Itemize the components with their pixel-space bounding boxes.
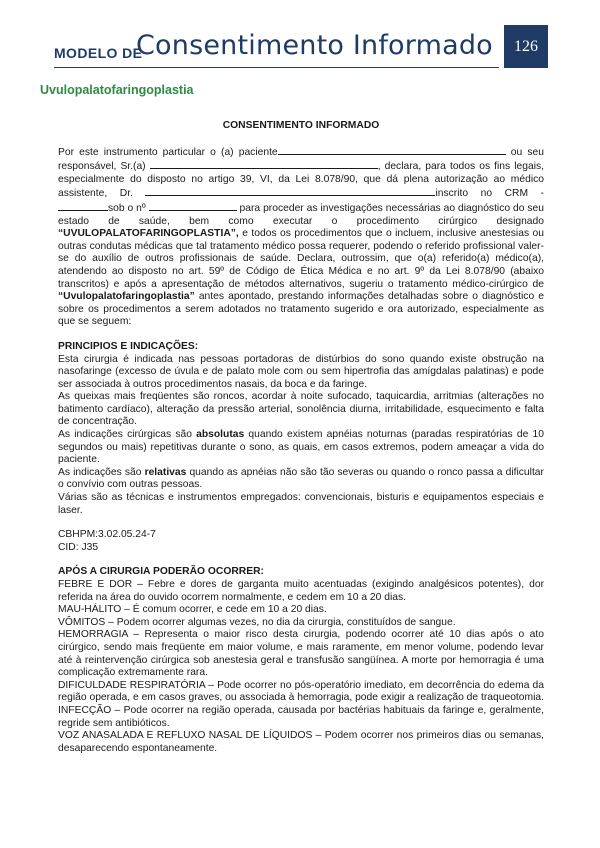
complication-item: VOZ ANASALADA E REFLUXO NASAL DE LÍQUIDOS – Podem ocorrer nos primeiros dias ou semanas, desaparecendo espontaneamente. — [58, 730, 544, 754]
para3-text-a: As indicações cirúrgicas são — [58, 429, 192, 441]
document-title: CONSENTIMENTO INFORMADO — [222, 120, 380, 131]
page-number: 126 — [514, 37, 538, 55]
para3-text-b: quando existem apnéias noturnas (paradas respiratórias de 10 segundos ou mais) repetitivas durante o sono, as quais, em casos extremos, podem ameaçar a vida do paciente. — [58, 429, 544, 466]
principles-para-2: As queixas mais freqüentes são roncos, acordar à noite sufocado, taquicardia, arritmias (alterações no batimento cardíaco), alteração da pressão arterial, sonolência diurna, irritabilidade, esquecimento e falta de concentração. — [58, 391, 544, 428]
intro-paragraph — [58, 145, 544, 329]
principles-para-5: Várias são as técnicas e instrumentos empregados: convencionais, bisturis e equipamentos especiais e laser. — [58, 492, 544, 516]
complication-item: INFECÇÃO – Pode ocorrer na região operada, causada por bactérias habituais da faringe e, geralmente, regride sem antibióticos. — [58, 704, 544, 729]
principles-para-4 — [58, 467, 544, 492]
principles-para-1: Esta cirurgia é indicada nas pessoas portadoras de distúrbios do sono quando existe obstrução na nasofaringe (excesso de úvula e de palato mole com ou sem hipertrofia das amígdalas palatinas) e pode ser associada à outros procedimentos nasais, da boca e da faringe. — [58, 353, 544, 390]
crm-state-blank[interactable] — [58, 201, 108, 211]
spacer — [58, 517, 544, 529]
principles-heading: PRINCIPIOS E INDICAÇÕES: — [58, 340, 199, 352]
cbhpm-code: CBHPM:3.02.05.24-7 — [58, 529, 156, 541]
complications-heading: APÓS A CIRURGIA PODERÃO OCORRER: — [58, 566, 264, 578]
cid-code: CID: J35 — [58, 541, 99, 553]
procedure-name-quoted: “Uvulopalatofaringoplastia” — [58, 291, 195, 303]
crm-number-blank[interactable] — [149, 201, 237, 211]
intro-text-4: inscrito no CRM - — [435, 188, 544, 200]
intro-text-7: e todos os procedimentos que o incluem, inclusive anestesias ou outras condutas médicas que tal tratamento médico possa requerer, podendo o referido profissional valer-se do auxílio de outros profissionais de saúde. Declara, outrossim, que o(a) referido(a) médico(a), atendendo ao disposto no art. 59º de Código de Ética Médica e no art. 9º da Lei 8.078/90 (abaixo transcritos) e após a apresentação de métodos alternativos, sugeriu o tratamento médico-cirúrgico de — [58, 228, 544, 290]
guardian-name-blank[interactable] — [150, 159, 378, 169]
para4-text-b: quando as apnéias não são tão severas ou quando o ronco passa a dificultar o convívio com outras pessoas. — [58, 466, 544, 491]
para3-bold: absolutas — [196, 429, 245, 441]
doctor-name-blank[interactable] — [145, 186, 435, 196]
complication-item: VÔMITOS – Podem ocorrer algumas vezes, no dia da cirurgia, constituídos de sangue. — [58, 616, 456, 628]
intro-text-3: , declara, para todos os fins legais, especialmente do disposto no artigo 39, VI, da Lei 8.078/90, que dá plena autorização ao médico assistente, Dr. — [58, 161, 544, 200]
complication-item: HEMORRAGIA – Representa o maior risco desta cirurgia, podendo ocorrer até 10 dias após o ato cirúrgico, sendo mais freqüente em maior volume, e mais raramente, em menor volume, podendo levar até à reintervenção cirúrgica sob anestesia geral e transfusão sangüínea. A morte por hemorragia é uma complicação extremamente rara. — [58, 629, 544, 679]
procedure-subtitle: Uvulopalatofaringoplastia — [40, 83, 194, 97]
principles-para-3 — [58, 429, 544, 467]
para4-bold: relativas — [144, 466, 187, 478]
procedure-name-caps: “UVULOPALATOFARINGOPLASTIA”, — [58, 228, 239, 240]
para4-text-a: As indicações são — [58, 466, 142, 478]
document-body — [58, 120, 544, 755]
patient-name-blank[interactable] — [278, 145, 506, 155]
intro-text-8: antes apontado, prestando informações detalhadas sobre o diagnóstico e sobre os procedimentos a serem adotados no tratamento sugerido e ora autorizado, especialmente as que se seguem: — [58, 291, 544, 328]
complication-item: FEBRE E DOR – Febre e dores de garganta muito acentuadas (exigindo analgésicos potentes), dor referida na área do ouvido ocorrem normalmente, e cedem em 10 a 20 dias. — [58, 579, 544, 603]
intro-text-6: para proceder as investigações necessárias ao diagnóstico do seu estado de saúde, bem como executar o procedimento cirúrgico designado — [58, 202, 544, 227]
intro-text-5: sob o nº — [108, 202, 146, 214]
header-divider — [54, 67, 499, 68]
intro-text-1: Por este instrumento particular o (a) paciente — [58, 146, 278, 158]
header-modelo-de: MODELO DE — [54, 45, 143, 61]
intro-text-2: ou seu responsável, Sr.(a) — [58, 146, 544, 173]
complication-item: DIFICULDADE RESPIRATÓRIA – Pode ocorrer no pós-operatório imediato, em decorrência do edema da região operada, e em casos graves, ou associada à hemorragia, pode exigir a realização de traqueotomia. — [58, 679, 544, 704]
header-title: Consentimento Informado — [136, 30, 493, 61]
complication-item: MAU-HÁLITO – É comum ocorrer, e cede em 10 a 20 dias. — [58, 604, 327, 616]
page-number-badge — [504, 25, 548, 68]
